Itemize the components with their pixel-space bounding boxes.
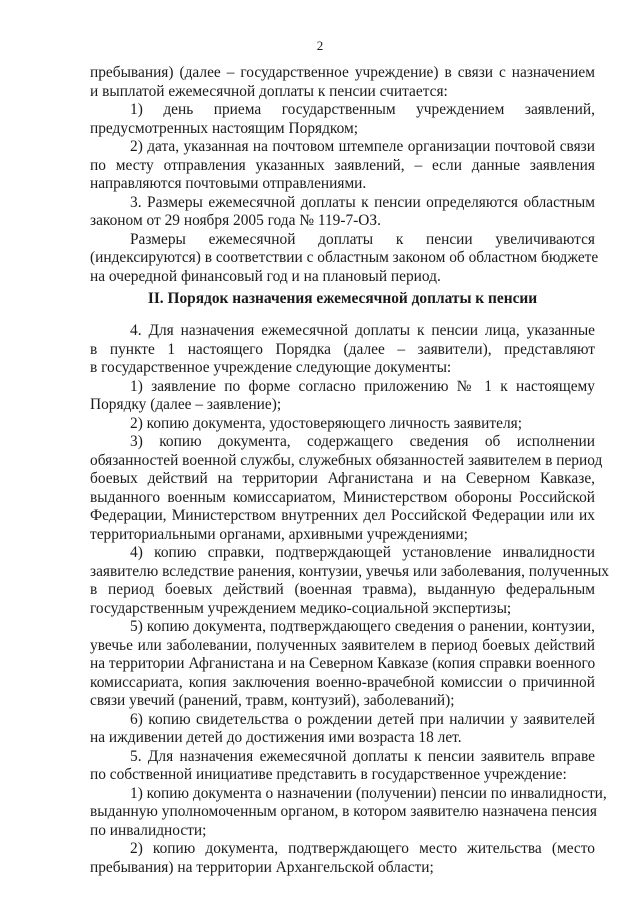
text-line: заявителю вследствие ранения, контузии, увечья или заболевания, полученных xyxy=(90,562,609,580)
text-line: 4. Для назначения ежемесячной доплаты к пенсии лица, указанные xyxy=(130,322,595,339)
text-line: 4) копию справки, подтверждающей установление инвалидности xyxy=(130,544,595,561)
text-line: на иждивении детей до достижения ими возраста 18 лет. xyxy=(90,729,462,746)
text-line: в государственное учреждение следующие документы: xyxy=(90,359,452,376)
text-line: обязанностей военной службы, служебных обязанностей заявителем в период xyxy=(90,451,603,469)
text-line: на территории Афганистана и на Северном Кавказе (копия справки военного xyxy=(90,655,596,672)
text-line: 5) копию документа, подтверждающего сведения о ранении, контузии, xyxy=(130,618,595,635)
text-line: 1) заявление по форме согласно приложению № 1 к настоящему xyxy=(130,377,595,395)
text-line: направляются почтовыми отправлениями. xyxy=(90,175,367,192)
text-line: Федерации, Министерством внутренних дел Российской Федерации или их xyxy=(90,507,595,524)
text-line: 2) дата, указанная на почтовом штемпеле организации почтовой связи xyxy=(130,138,595,155)
text-line: боевых действий на территории Афганистана и на Северном Кавказе, xyxy=(90,470,595,487)
text-line: выданного военным комиссариатом, Министерством обороны Российской xyxy=(90,488,595,506)
text-line: 2) копию документа, подтверждающего место жительства (место xyxy=(130,840,595,857)
text-line: 5. Для назначения ежемесячной доплаты к пенсии заявитель вправе xyxy=(130,747,595,765)
text-line: связи увечий (ранений, травм, контузий), заболеваний); xyxy=(90,692,455,709)
text-line: предусмотренных настоящим Порядком; xyxy=(90,119,359,137)
text-line: в период боевых действий (военная травма), выданную федеральным xyxy=(90,581,595,598)
text-line: 2) копию документа, удостоверяющего личность заявителя; xyxy=(130,414,523,432)
text-line: 3. Размеры ежемесячной доплаты к пенсии определяются областным xyxy=(130,193,595,211)
text-line: Порядку (далее – заявление); xyxy=(90,396,282,413)
text-line: по инвалидности; xyxy=(90,821,207,839)
text-line: на очередной финансовый год и на плановый период. xyxy=(90,267,441,285)
text-line: законом от 29 ноября 2005 года № 119-7-ОЗ. xyxy=(90,212,381,229)
text-line: пребывания) на территории Архангельской области; xyxy=(90,858,434,876)
text-line: 1) день приема государственным учреждением заявлений, xyxy=(130,101,595,118)
page-number: 2 xyxy=(316,38,324,53)
text-line: Размеры ежемесячной доплаты к пенсии увеличиваются xyxy=(130,230,595,248)
text-line: 6) копию свидетельства о рождении детей при наличии у заявителей xyxy=(130,710,595,728)
text-line: комиссариата, копия заключения военно-врачебной комиссии о причинной xyxy=(90,673,595,691)
text-line: территориальными органами, архивными учреждениями; xyxy=(90,525,468,543)
text-line: по месту отправления указанных заявлений, – если данные заявления xyxy=(90,156,595,174)
text-line: 3) копию документа, содержащего сведения об исполнении xyxy=(130,433,595,450)
text-line: увечье или заболевании, полученных заявителем в период боевых действий xyxy=(90,636,595,654)
text-line: 1) копию документа о назначении (получении) пенсии по инвалидности, xyxy=(130,784,607,802)
text-line: государственным учреждением медико-социальной экспертизы; xyxy=(90,599,512,617)
text-line: пребывания) (далее – государственное учреждение) в связи с назначением xyxy=(90,64,595,81)
paragraph-block-procedure xyxy=(90,322,609,877)
section-heading: II. Порядок назначения ежемесячной доплаты к пенсии xyxy=(147,290,538,307)
text-line: и выплатой ежемесячной доплаты к пенсии считается: xyxy=(90,82,448,100)
text-line: выданную уполномоченным органом, в котором заявителю назначена пенсия xyxy=(90,803,597,820)
text-line: (индексируются) в соответствии с областным законом об областном бюджете xyxy=(90,249,599,266)
text-line: в пункте 1 настоящего Порядка (далее – заявители), представляют xyxy=(90,340,595,358)
paragraph-block-payment-date xyxy=(90,64,599,286)
text-line: по собственной инициативе представить в государственное учреждение: xyxy=(90,766,567,783)
